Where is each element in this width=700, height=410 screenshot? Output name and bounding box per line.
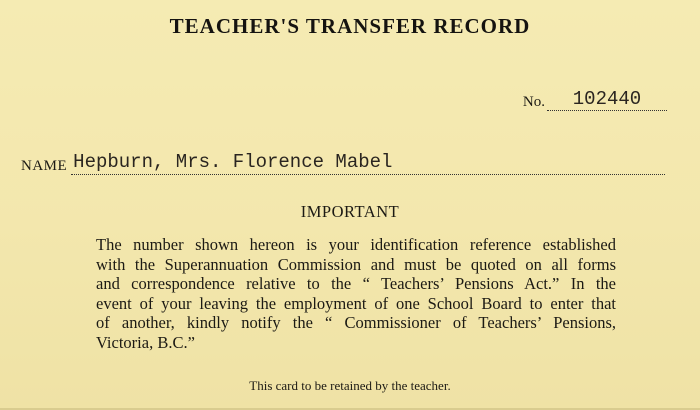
instructions-line: of another, kindly notify the “ Commissioner of Teachers’ Pensions, — [96, 313, 616, 332]
retain-notice: This card to be retained by the teacher. — [249, 378, 451, 393]
instructions-line: event of your leaving the employment of one School Board to enter that — [96, 293, 616, 313]
record-number-label: No. — [522, 94, 545, 110]
name-label: NAME — [21, 158, 68, 174]
name-row — [21, 150, 665, 175]
instructions-line: with the Superannuation Commission and must be quoted on all forms — [96, 254, 616, 274]
instructions-line: Victoria, B.C.” — [96, 332, 195, 352]
record-number-row — [523, 88, 667, 111]
record-number-value: 102440 — [547, 88, 667, 111]
instructions-line: The number shown hereon is your identification reference established — [96, 235, 616, 254]
instructions-line: and correspondence relative to the “ Teachers’ Pensions Act.” In the — [96, 274, 616, 293]
card-title: TEACHER'S TRANSFER RECORD — [169, 14, 531, 38]
name-value: Hepburn, Mrs. Florence Mabel — [71, 150, 665, 175]
important-heading: IMPORTANT — [300, 202, 400, 221]
instructions-paragraph — [96, 235, 616, 352]
